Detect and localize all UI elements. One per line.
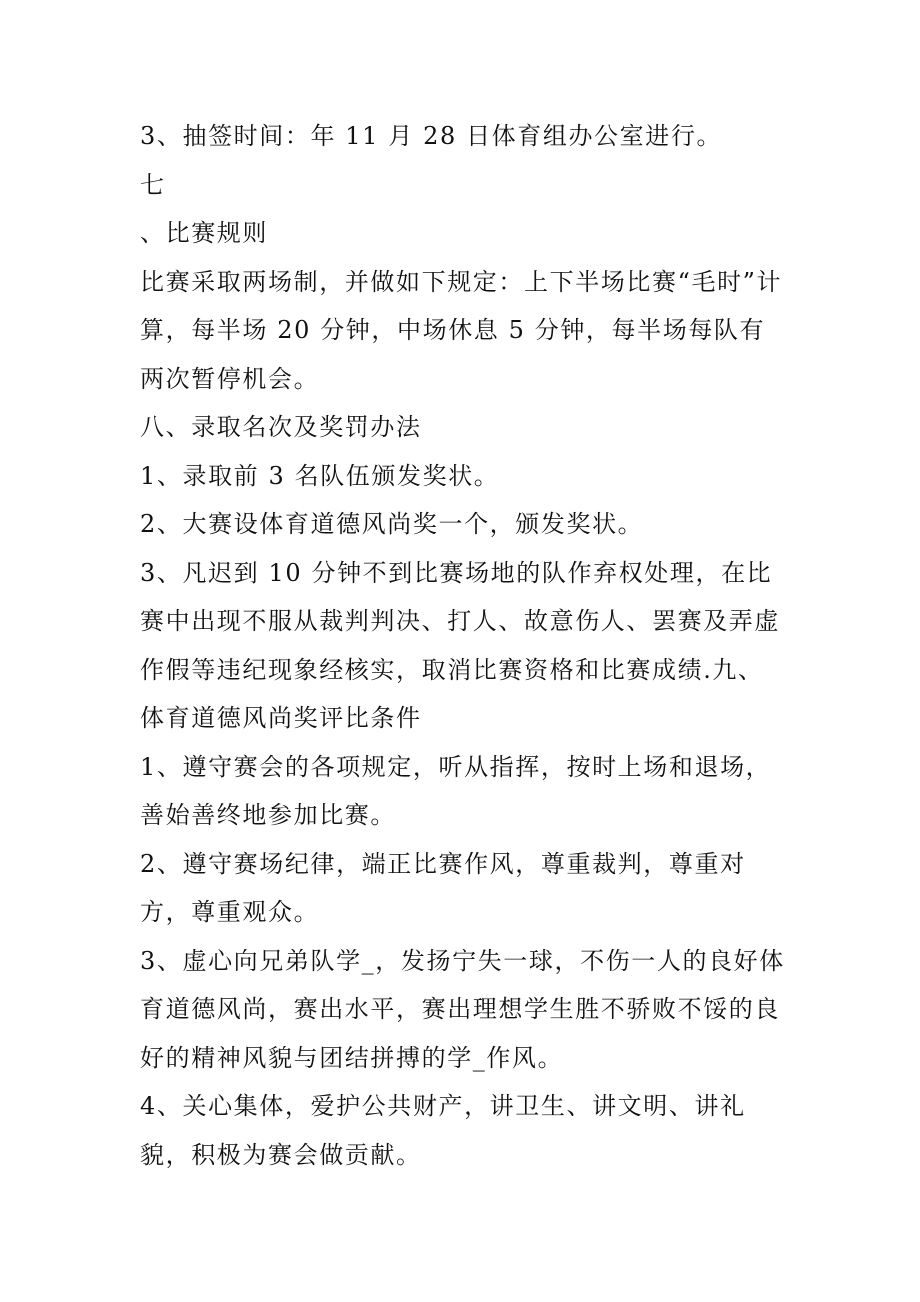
paragraph-match-format: 比赛采取两场制，并做如下规定：上下半场比赛“毛时”计算，每半场 20 分钟，中场休息 5 分钟，每半场每队有两次暂停机会。	[140, 267, 783, 393]
paragraph-condition-three: 3、虚心向兄弟队学_，发扬宁失一球，不伤一人的良好体育道德风尚，赛出水平，赛出理想学生胜不骄败不馁的良好的精神风貌与团结拼搏的学_作风。	[140, 946, 785, 1072]
heading-competition-rules: 、比赛规则	[140, 219, 268, 247]
document-body	[140, 112, 785, 1179]
paragraph-condition-one: 1、遵守赛会的各项规定，听从指挥，按时上场和退场，善始善终地参加比赛。	[140, 752, 772, 829]
paragraph-sportsmanship-award: 2、大赛设体育道德风尚奖一个，颁发奖状。	[140, 510, 644, 538]
paragraph-award-top-three: 1、录取前 3 名队伍颁发奖状。	[140, 461, 500, 490]
paragraph-condition-four: 4、关心集体，爱护公共财产，讲卫生、讲文明、讲礼貌，积极为赛会做贡献。	[140, 1092, 746, 1169]
paragraph-penalties: 3、凡迟到 10 分钟不到比赛场地的队作弃权处理，在比赛中出现不服从裁判判决、打人、故意伤人、罢赛及弄虚作假等违纪现象经核实，取消比赛资格和比赛成绩.九、体育道德风尚奖评比条件	[140, 558, 780, 732]
paragraph-condition-two: 2、遵守赛场纪律，端正比赛作风，尊重裁判，尊重对方，尊重观众。	[140, 849, 746, 926]
heading-number-seven: 七	[140, 170, 166, 199]
heading-ranking-awards: 八、录取名次及奖罚办法	[140, 413, 422, 441]
paragraph-draw-time: 3、抽签时间：年 11 月 28 日体育组办公室进行。	[140, 122, 723, 150]
